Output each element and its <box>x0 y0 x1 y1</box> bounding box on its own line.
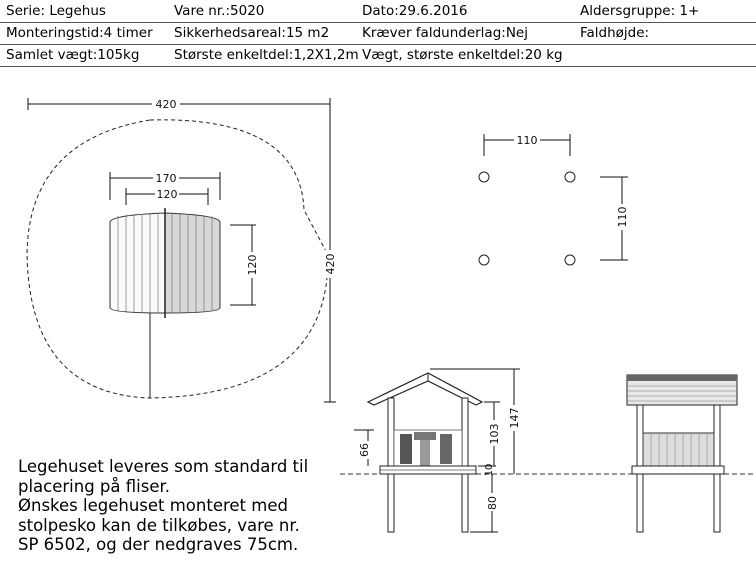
dim-170: 170 <box>155 172 177 185</box>
post-circle <box>479 255 489 265</box>
dim-10: 10 <box>484 463 495 477</box>
stoerste-enkeltdel-cell: Største enkeltdel:1,2X1,2m <box>174 47 359 63</box>
post-circle <box>479 172 489 182</box>
dim-120-vertical: 120 <box>246 254 259 276</box>
front-view <box>627 375 737 532</box>
dim-420-vertical: 420 <box>324 253 337 275</box>
faldhoejde-cell: Faldhøjde: <box>580 25 650 41</box>
dim-120-horizontal: 120 <box>156 188 178 201</box>
note-line: Legehuset leveres som standard til <box>18 457 309 476</box>
faldunderlag-cell: Kræver faldunderlag:Nej <box>362 25 528 41</box>
vare-nr-cell: Vare nr.:5020 <box>174 3 265 19</box>
dim-110-horizontal: 110 <box>516 134 538 147</box>
serie-cell: Serie: Legehus <box>6 3 106 19</box>
house-roof-plan <box>110 208 220 398</box>
dim-147: 147 <box>508 407 521 429</box>
foundation-view <box>479 133 629 265</box>
dato-cell: Dato:29.6.2016 <box>362 3 468 19</box>
dim-110-vertical: 110 <box>616 206 629 228</box>
post-circle <box>565 255 575 265</box>
plan-view <box>27 97 337 402</box>
note-line: Ønskes legehuset monteret med <box>18 496 288 515</box>
installation-note <box>18 457 348 555</box>
dim-420-horizontal: 420 <box>155 98 177 111</box>
note-line: SP 6502, og der nedgraves 75cm. <box>18 535 299 554</box>
monteringstid-cell: Monteringstid:4 timer <box>6 25 153 41</box>
aldersgruppe-cell: Aldersgruppe: 1+ <box>580 3 700 19</box>
note-line: stolpesko kan de tilkøbes, vare nr. <box>18 515 300 535</box>
note-line: placering på fliser. <box>18 476 171 496</box>
dim-80: 80 <box>486 496 499 510</box>
side-view <box>368 373 482 532</box>
sikkerhedsareal-cell: Sikkerhedsareal:15 m2 <box>174 25 330 41</box>
samlet-vaegt-cell: Samlet vægt:105kg <box>6 47 140 63</box>
vaegt-enkeltdel-cell: Vægt, største enkeltdel:20 kg <box>362 47 563 63</box>
dim-103: 103 <box>488 423 501 445</box>
post-circle <box>565 172 575 182</box>
dim-66: 66 <box>358 443 371 457</box>
